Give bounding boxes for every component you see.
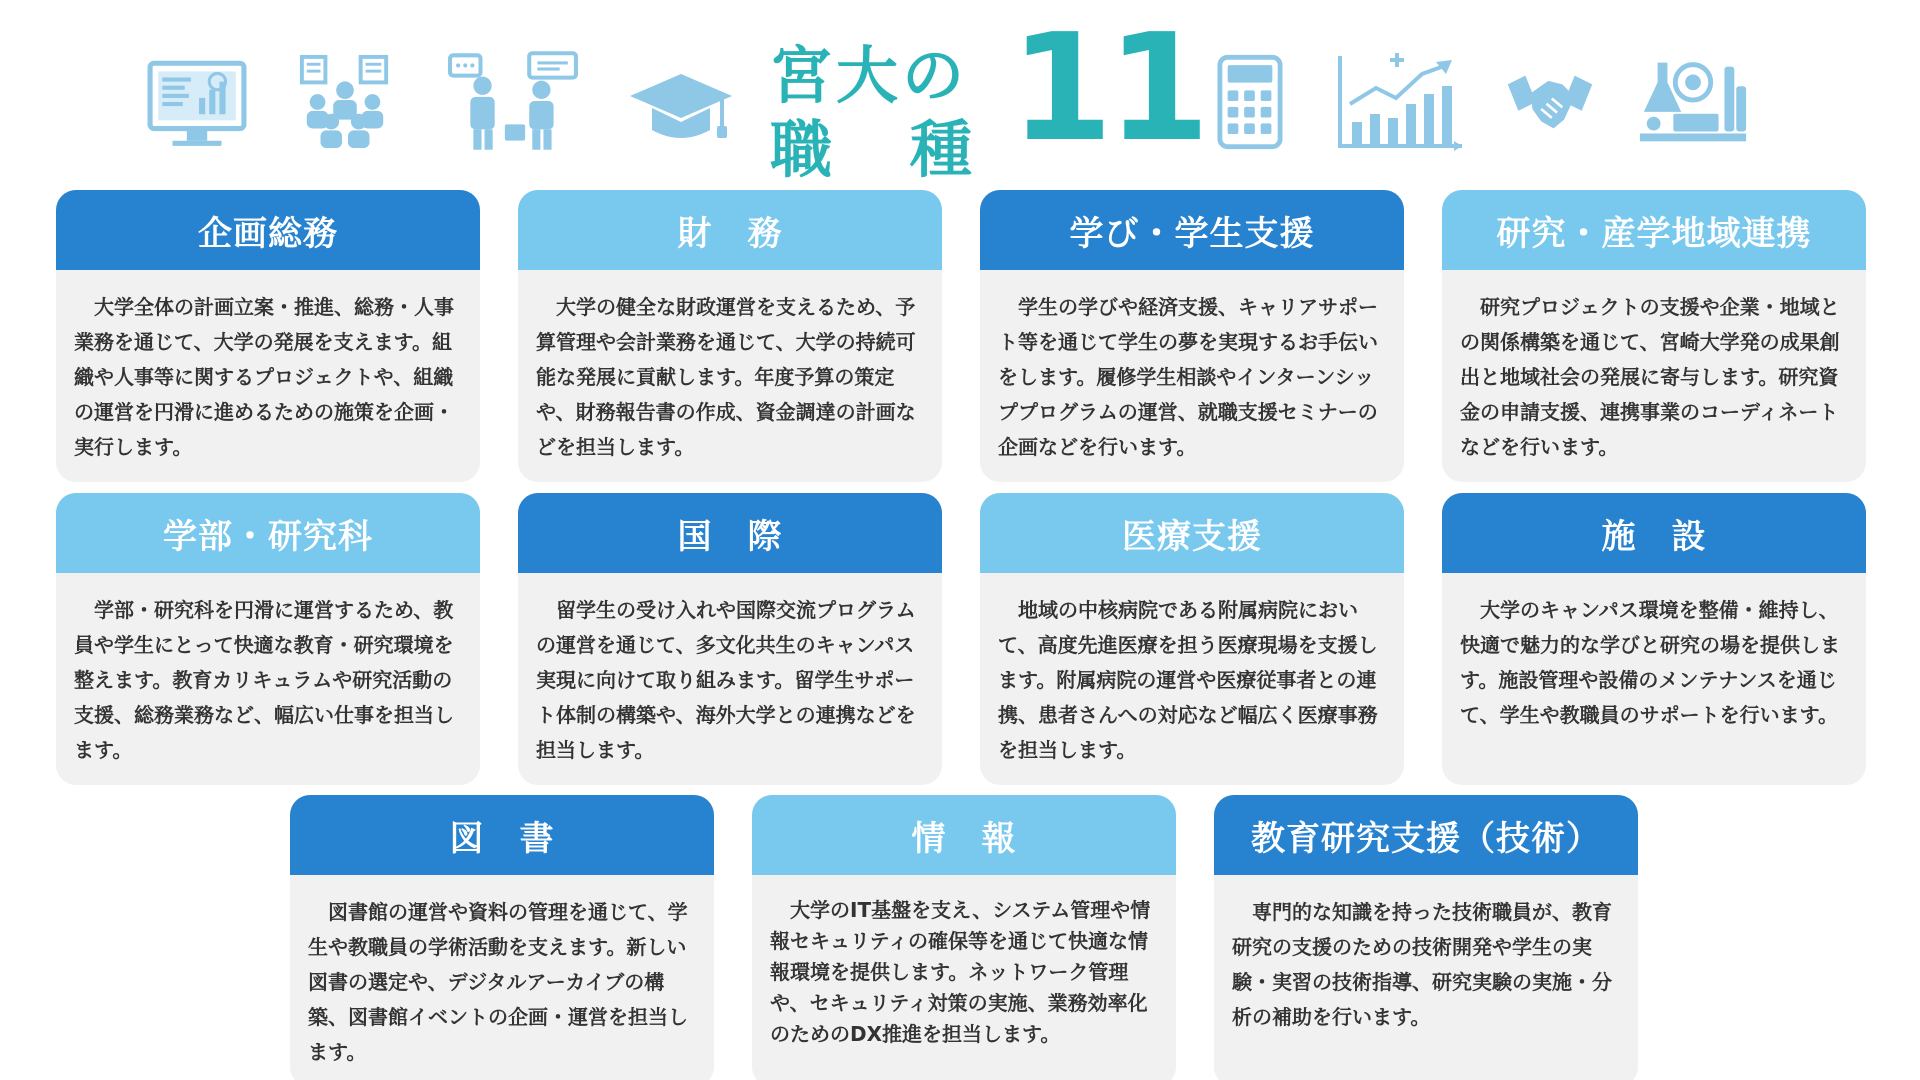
growth-chart-icon — [1336, 48, 1466, 156]
presentation-monitor-icon — [146, 48, 248, 156]
card-title: 図 書 — [290, 795, 714, 875]
laboratory-microscope-icon — [1634, 48, 1752, 156]
header — [0, 0, 1920, 186]
discussion-people-icon — [448, 48, 580, 156]
card-description: 研究プロジェクトの支援や企業・地域との関係構築を通じて、宮崎大学発の成果創出と地域社会の発展に寄与します。研究資金の申請支援、連携事業のコーディネートなどを行います。 — [1460, 295, 1840, 459]
card-title: 教育研究支援（技術） — [1214, 795, 1638, 875]
card-description: 留学生の受け入れや国際交流プログラムの運営を通じて、多文化共生のキャンパス実現に向けて取り組みます。留学生サポート体制の構築や、海外大学との連携などを担当します。 — [536, 598, 916, 762]
card-title: 学び・学生支援 — [980, 190, 1404, 270]
card-title: 情 報 — [752, 795, 1176, 875]
title-line-1: 宮大の — [770, 39, 969, 112]
card-title: 施 設 — [1442, 493, 1866, 573]
card-title: 国 際 — [518, 493, 942, 573]
card-title: 企画総務 — [56, 190, 480, 270]
card-kyoiku-kenkyu-shien-gijutsu — [1214, 795, 1638, 1080]
card-title: 財 務 — [518, 190, 942, 270]
card-title: 医療支援 — [980, 493, 1404, 573]
graduation-cap-icon — [626, 48, 736, 156]
card-kokusai — [518, 493, 942, 785]
audience-meeting-icon — [296, 48, 394, 156]
card-description: 専門的な知識を持った技術職員が、教育研究の支援のための技術開発や学生の実験・実習の技術指導、研究実験の実施・分析の補助を行います。 — [1232, 900, 1612, 1029]
card-kenkyu-sangaku-renkei — [1442, 190, 1866, 482]
card-manabi-gakusei-shien — [980, 190, 1404, 482]
card-description: 大学のキャンパス環境を整備・維持し、快適で魅力的な学びと研究の場を提供します。施設管理や設備のメンテナンスを通じて、学生や教職員のサポートを行います。 — [1460, 598, 1840, 727]
title-number: 11 — [1010, 2, 1204, 174]
handshake-icon — [1506, 48, 1594, 156]
card-kikaku-somu — [56, 190, 480, 482]
card-title: 学部・研究科 — [56, 493, 480, 573]
card-zaimu — [518, 190, 942, 482]
card-description: 学生の学びや経済支援、キャリアサポート等を通じて学生の夢を実現するお手伝いをします。履修学生相談やインターンシッププログラムの運営、就職支援セミナーの企画などを行います。 — [998, 295, 1378, 459]
card-description: 学部・研究科を円滑に運営するため、教員や学生にとって快適な教育・研究環境を整えます。教育カリキュラムや研究活動の支援、総務業務など、幅広い仕事を担当します。 — [74, 598, 454, 762]
card-gakubu-kenkyuka — [56, 493, 480, 785]
card-joho — [752, 795, 1176, 1080]
card-description: 大学のIT基盤を支え、システム管理や情報セキュリティの確保等を通じて快適な情報環境を提供します。ネットワーク管理や、セキュリティ対策の実施、業務効率化のためのDX推進を担当します。 — [770, 898, 1151, 1046]
card-title: 研究・産学地域連携 — [1442, 190, 1866, 270]
card-shisetsu — [1442, 493, 1866, 785]
calculator-icon — [1216, 48, 1284, 156]
header-title — [770, 26, 1051, 186]
card-description: 大学の健全な財政運営を支えるため、予算管理や会計業務を通じて、大学の持続可能な発展に貢献します。年度予算の策定や、財務報告書の作成、資金調達の計画などを担当します。 — [536, 295, 916, 459]
card-tosho — [290, 795, 714, 1080]
card-iryo-shien — [980, 493, 1404, 785]
card-description: 図書館の運営や資料の管理を通じて、学生や教職員の学術活動を支えます。新しい図書の選定や、デジタルアーカイブの構築、図書館イベントの企画・運営を担当します。 — [308, 900, 688, 1064]
card-description: 大学全体の計画立案・推進、総務・人事業務を通じて、大学の発展を支えます。組織や人事等に関するプロジェクトや、組織の運営を円滑に進めるための施策を企画・実行します。 — [74, 295, 454, 459]
title-line-2: 職種 — [770, 113, 1051, 186]
card-description: 地域の中核病院である附属病院において、高度先進医療を担う医療現場を支援します。附属病院の運営や医療従事者との連携、患者さんへの対応など幅広く医療事務を担当します。 — [998, 598, 1378, 762]
